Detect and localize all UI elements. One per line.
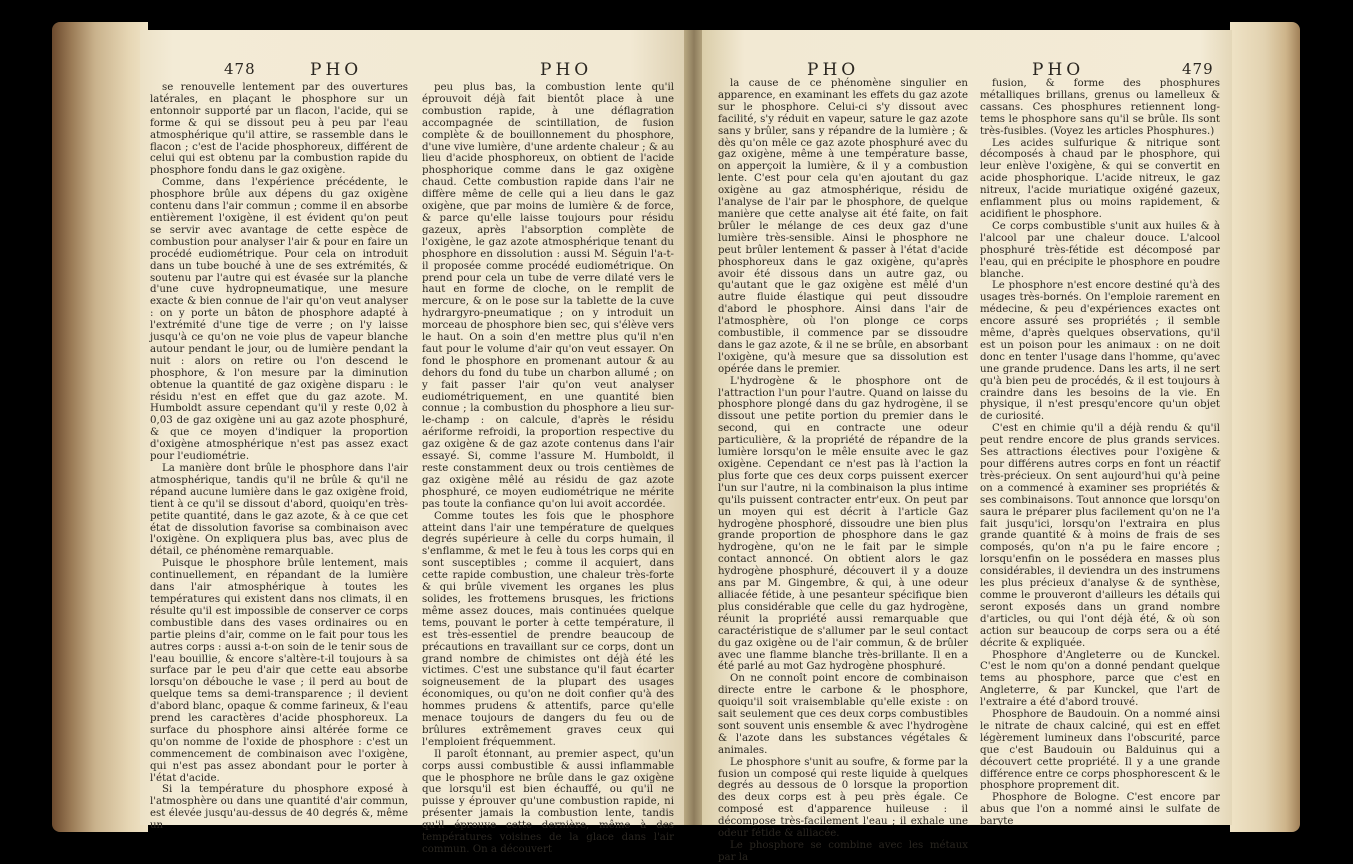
right-running-head-1: PHO bbox=[807, 60, 860, 80]
paragraph: L'hydrogène & le phosphore ont de l'attraction l'un pour l'autre. Quand on laisse du phosphore plongé dans du gaz hydrogène, il se dissout une petite portion du premier dans le second, qui en contracte une odeur particulière, & la propriété de répandre de la lumière lorsqu'on le mêle ensuite avec le gaz oxigène. Cependant ce n'est pas là l'action la plus forte que ces deux corps puissent exercer l'un sur l'autre, ni la combinaison la plus intime qu'ils puissent contracter entr'eux. On peut par un moyen qui est décrit à l'article Gaz hydrogène phosphoré, dissoudre une bien plus grande proportion de phosphore dans le gaz hydrogène, qu'on ne le fait par le simple contact annoncé. On obtient alors le gaz hydrogène phosphuré, découvert il y a douze ans par M. Gingembre, & qui, à une odeur alliacée fétide, à une pesanteur spécifique bien plus considérable que celle du gaz hydrogène, réunit la propriété aussi remarquable que caractéristique de s'allumer par le seul contact du gaz oxigène ou de l'air commun, & de brûler avec une flamme blanche très-brillante. Il en a été parlé au mot Gaz hydrogène phosphuré. bbox=[718, 375, 968, 673]
paragraph: On ne connoît point encore de combinaison directe entre le carbone & le phosphore, quoiqu'il soit vraisemblable qu'elle existe : on sait seulement que ces deux corps combustibles sont souvent unis ensemble & avec l'hydrogène & l'azote dans les substances végétales & animales. bbox=[718, 673, 968, 756]
paragraph: Comme, dans l'expérience précédente, le phosphore brûle aux dépens du gaz oxigène contenu dans l'air commun ; comme il en absorbe entièrement l'oxigène, il est évident qu'on peut se servir avec avantage de cette espèce de combustion pour analyser l'air & pour en faire un procédé eudiométrique. Pour cela on introduit dans un tube bouché à une de ses extrémités, & soutenu par l'autre qui est évasée sur la planche d'une cuve hydropneumatique, une mesure exacte & bien connue de l'air qu'on veut analyser : on y porte un bâton de phosphore adapté à l'extrémité d'une tige de verre ; on l'y laisse jusqu'à ce qu'on ne voie plus de vapeur blanche autour pendant le jour, ou de lumière pendant la nuit : alors on retire ou l'on descend le phosphore, & l'on mesure par la diminution obtenue la quantité de gaz oxigène disparu : le résidu n'est en effet que du gaz azote. M. Humboldt assure cependant qu'il y reste 0,02 à 0,03 de gaz oxigène uni au gaz azote phosphuré, & que ce moyen d'indiquer la proportion d'oxigène atmosphérique n'est pas assez exact pour l'eudiométrie. bbox=[150, 177, 408, 463]
book-gutter bbox=[684, 30, 704, 825]
paragraph: Le phosphore n'est encore destiné qu'à des usages très-bornés. On l'emploie rarement en médecine, & peu d'expériences exactes ont encore assuré ses propriétés ; il semble même, d'après quelques observations, qu'il est un poison pour les animaux : on ne doit donc en tenter l'usage dans l'homme, qu'avec une grande prudence. Dans les arts, il ne sert qu'à bien peu de procédés, & il est toujours à craindre dans les besoins de la vie. En physique, il n'est presqu'encore qu'un objet de curiosité. bbox=[980, 280, 1220, 423]
paragraph: fusion, & forme des phosphures métalliques brillans, grenus ou lamelleux & cassans. Ces phosphures retiennent long-tems le phosphore sans qu'il se brûle. Ils sont très-fusibles. (Voyez les articles Phosphures.) bbox=[980, 78, 1220, 137]
paragraph: la cause de ce phénomène singulier en apparence, en examinant les effets du gaz azote sur le phosphore. Celui-ci s'y dissout avec facilité, s'y réduit en vapeur, sature le gaz azote sans y brûler, sans y répandre de la lumière ; & dès qu'on mêle ce gaz azote phosphuré avec du gaz oxigène, même à une température basse, on apperçoit la lumière, & il y a combustion lente. C'est pour cela qu'en ajoutant du gaz oxigène au gaz atmosphérique, résidu de l'analyse de l'air par le phosphore, de quelque manière que cette analyse ait été faite, on fait brûler le mélange de ces deux gaz d'une lumière très-sensible. Ainsi le phosphore ne peut brûler lentement & passer à l'état d'acide phosphoreux dans le gaz oxigène, qu'après avoir été dissous dans un autre gaz, ou qu'autant que le gaz oxigène est mêlé d'un autre fluide élastique qui peut dissoudre d'abord le phosphore. Ainsi dans l'air de l'atmosphère, où l'on plonge ce corps combustible, il commence par se dissoudre dans le gaz azote, & il ne se brûle, en absorbant l'oxigène, qu'à mesure que sa dissolution est opérée dans le premier. bbox=[718, 78, 968, 375]
paragraph: se renouvelle lentement par des ouvertures latérales, en plaçant le phosphore sur un entonnoir supporté par un flacon, l'acide, qui se forme & qui se dissout peu à peu par l'eau atmosphérique qu'il attire, se rassemble dans le flacon ; c'est de l'acide phosphoreux, différent de celui qui est obtenu par la combustion rapide du phosphore fondu dans le gaz oxigène. bbox=[150, 82, 408, 177]
right-column-2 bbox=[980, 78, 1220, 828]
paragraph: La manière dont brûle le phosphore dans l'air atmosphérique, tandis qu'il ne brûle & qu'il ne répand aucune lumière dans le gaz oxigène froid, tient à ce qu'il se dissout d'abord, quoiqu'en très-petite quantité, dans le gaz azote, & à ce que cet état de dissolution favorise sa combinaison avec l'oxigène. On expliquera plus bas, avec plus de détail, ce phénomène remarquable. bbox=[150, 463, 408, 558]
paragraph: Phosphore de Baudouin. On a nommé ainsi le nitrate de chaux calciné, qui est en effet légèrement lumineux dans l'obscurité, parce que c'est Baudouin ou Balduinus qui a découvert cette propriété. Il y a une grande différence entre ce corps phosphorescent & le phosphore proprement dit. bbox=[980, 709, 1220, 792]
right-running-head-2: PHO bbox=[1032, 60, 1085, 80]
paragraph: Il paroît étonnant, au premier aspect, qu'un corps aussi combustible & aussi inflammable que le phosphore ne brûle dans le gaz oxigène que lorsqu'il est bien échauffé, ou qu'il ne puisse y éprouver qu'une combustion rapide, ni présenter jamais la combustion lente, tandis qu'il éprouve cette dernière, même à des températures voisines de la glace dans l'air commun. On a découvert bbox=[422, 748, 674, 855]
paragraph: Comme toutes les fois que le phosphore atteint dans l'air une température de quelques degrés supérieure à celle du corps humain, il s'enflamme, & met le feu à tous les corps qui en sont susceptibles ; comme il acquiert, dans cette rapide combustion, une chaleur très-forte & qui brûle vivement les organes les plus solides, les frottemens brusques, les frictions même assez douces, mais continuées quelque tems, pouvant le porter à cette température, il est très-essentiel de prendre beaucoup de précautions en travaillant sur ce corps, dont un grand nombre de chimistes ont déjà été les victimes. C'est une substance qu'il faut écarter soigneusement de la plupart des usages économiques, ou qu'on ne doit confier qu'à des hommes prudens & attentifs, parce qu'elle menace toujours de dangers du feu ou de brûlures extrêmement graves ceux qui l'emploient fréquemment. bbox=[422, 510, 674, 748]
left-column-2 bbox=[422, 82, 674, 855]
left-running-head-1: PHO bbox=[310, 60, 363, 80]
paragraph: C'est en chimie qu'il a déjà rendu & qu'il peut rendre encore de plus grands services. Ses attractions électives pour l'oxigène & pour différens autres corps en font un réactif très-précieux. On sent aujourd'hui qu'à peine on a commencé à examiner ses propriétés & ses combinaisons. Tout annonce que lorsqu'on saura le préparer plus facilement qu'on ne l'a fait jusqu'ici, lorsqu'on l'extraira en plus grande quantité & à moins de frais de ses composés, qu'on n'a pu le faire encore ; lorsqu'enfin on le possédera en masses plus considérables, il deviendra un des instrumens les plus précieux d'analyse & de synthèse, comme le prouveront d'ailleurs les détails qui seront exposés dans un grand nombre d'articles, ou qui l'ont déjà été, & où son action sur beaucoup de corps sera ou a été décrite & expliquée. bbox=[980, 423, 1220, 649]
paragraph: Les acides sulfurique & nitrique sont décomposés à chaud par le phosphore, qui leur enlève l'oxigène, & qui se convertit en acide phosphorique. L'acide nitreux, le gaz nitreux, l'acide muriatique oxigéné gazeux, enflamment plus ou moins rapidement, & acidifient le phosphore. bbox=[980, 137, 1220, 220]
book-edge-right bbox=[1230, 22, 1300, 832]
left-page-number: 478 bbox=[224, 60, 256, 78]
paragraph: Ce corps combustible s'unit aux huiles & à l'alcool par une chaleur douce. L'alcool phosphuré très-fétide est décomposé par l'eau, qui en précipite le phosphore en poudre blanche. bbox=[980, 220, 1220, 280]
book-edge-left bbox=[52, 22, 148, 832]
paragraph: Phosphore d'Angleterre ou de Kunckel. C'est le nom qu'on a donné pendant quelque tems au phosphore, parce que c'est en Angleterre, & par Kunckel, que l'art de l'extraire a été d'abord trouvé. bbox=[980, 649, 1220, 709]
paragraph: Si la température du phosphore exposé à l'atmosphère ou dans une quantité d'air commun, est élevée jusqu'au-dessus de 40 degrés &, même un bbox=[150, 784, 408, 832]
right-page-number: 479 bbox=[1182, 60, 1214, 78]
right-column-1 bbox=[718, 78, 968, 863]
left-column-1 bbox=[150, 82, 408, 832]
paragraph: Le phosphore s'unit au soufre, & forme par la fusion un composé qui reste liquide à quelques degrés au dessous de 0 lorsque la proportion des deux corps est à peu près égale. Ce composé est d'apparence huileuse : il décompose très-facilement l'eau ; il exhale une odeur fétide & alliacée. bbox=[718, 756, 968, 840]
right-page bbox=[702, 30, 1232, 863]
left-running-head-2: PHO bbox=[540, 60, 593, 80]
left-page bbox=[140, 30, 685, 855]
paragraph: Phosphore de Bologne. C'est encore par abus que l'on a nommé ainsi le sulfate de baryte bbox=[980, 792, 1220, 828]
paragraph: Le phosphore se combine avec les métaux par la bbox=[718, 840, 968, 863]
paragraph: Puisque le phosphore brûle lentement, mais continuellement, en répandant de la lumière dans l'air atmosphérique à toutes les températures qui existent dans nos climats, il en résulte qu'il est impossible de conserver ce corps combustible dans des vases ordinaires ou en partie pleins d'air, comme on le fait pour tous les autres corps : aussi a-t-on soin de le tenir sous de l'eau bouillie, & encore s'altère-t-il toujours à sa surface par le peu d'air que cette eau absorbe lorsqu'on débouche le vase ; il perd au bout de quelque tems sa demi-transparence ; il devient d'abord blanc, opaque & comme farineux, & l'eau prend les caractères d'acide phosphoreux. La surface du phosphore ainsi altérée forme ce qu'on nomme de l'oxide de phosphore : c'est un commencement de combinaison avec l'oxigène, qui n'est pas assez abondant pour le porter à l'état d'acide. bbox=[150, 558, 408, 784]
paragraph: peu plus bas, la combustion lente qu'il éprouvoit déjà fait bientôt place à une combustion rapide, à une déflagration accompagnée de scintillation, de fusion complète & de bouillonnement du phosphore, d'une vive lumière, d'une ardente chaleur ; & au lieu d'acide phosphoreux, on obtient de l'acide phosphorique comme dans le gaz oxigène chaud. Cette combustion rapide dans l'air ne diffère même de celle qui a lieu dans le gaz oxigène, que par moins de lumière & de force, & parce qu'elle laisse toujours pour résidu gazeux, après l'absorption complète de l'oxigène, le gaz azote atmosphérique tenant du phosphore en dissolution : aussi M. Séguin l'a-t-il proposée comme procédé eudiométrique. On prend pour cela un tube de verre dilaté vers le haut en forme de cloche, on le remplit de mercure, & on le pose sur la tablette de la cuve hydrargyro-pneumatique ; on y introduit un morceau de phosphore bien sec, qui s'élève vers le haut. On a soin d'en mettre plus qu'il n'en faut pour le volume d'air qu'on veut essayer. On fond le phosphore en promenant autour & au dehors du fond du tube un charbon allumé ; on y fait passer l'air qu'on veut analyser eudiométriquement, en une quantité bien connue ; la combustion du phosphore a lieu sur-le-champ : on calcule, d'après le résidu aériforme refroidi, la proportion respective du gaz oxigène & de gaz azote contenus dans l'air essayé. Si, comme l'assure M. Humboldt, il reste constamment deux ou trois centièmes de gaz oxigène mêlé au résidu de gaz azote phosphuré, ce moyen eudiométrique ne mérite pas toute la confiance qu'on lui avoit accordée. bbox=[422, 82, 674, 510]
